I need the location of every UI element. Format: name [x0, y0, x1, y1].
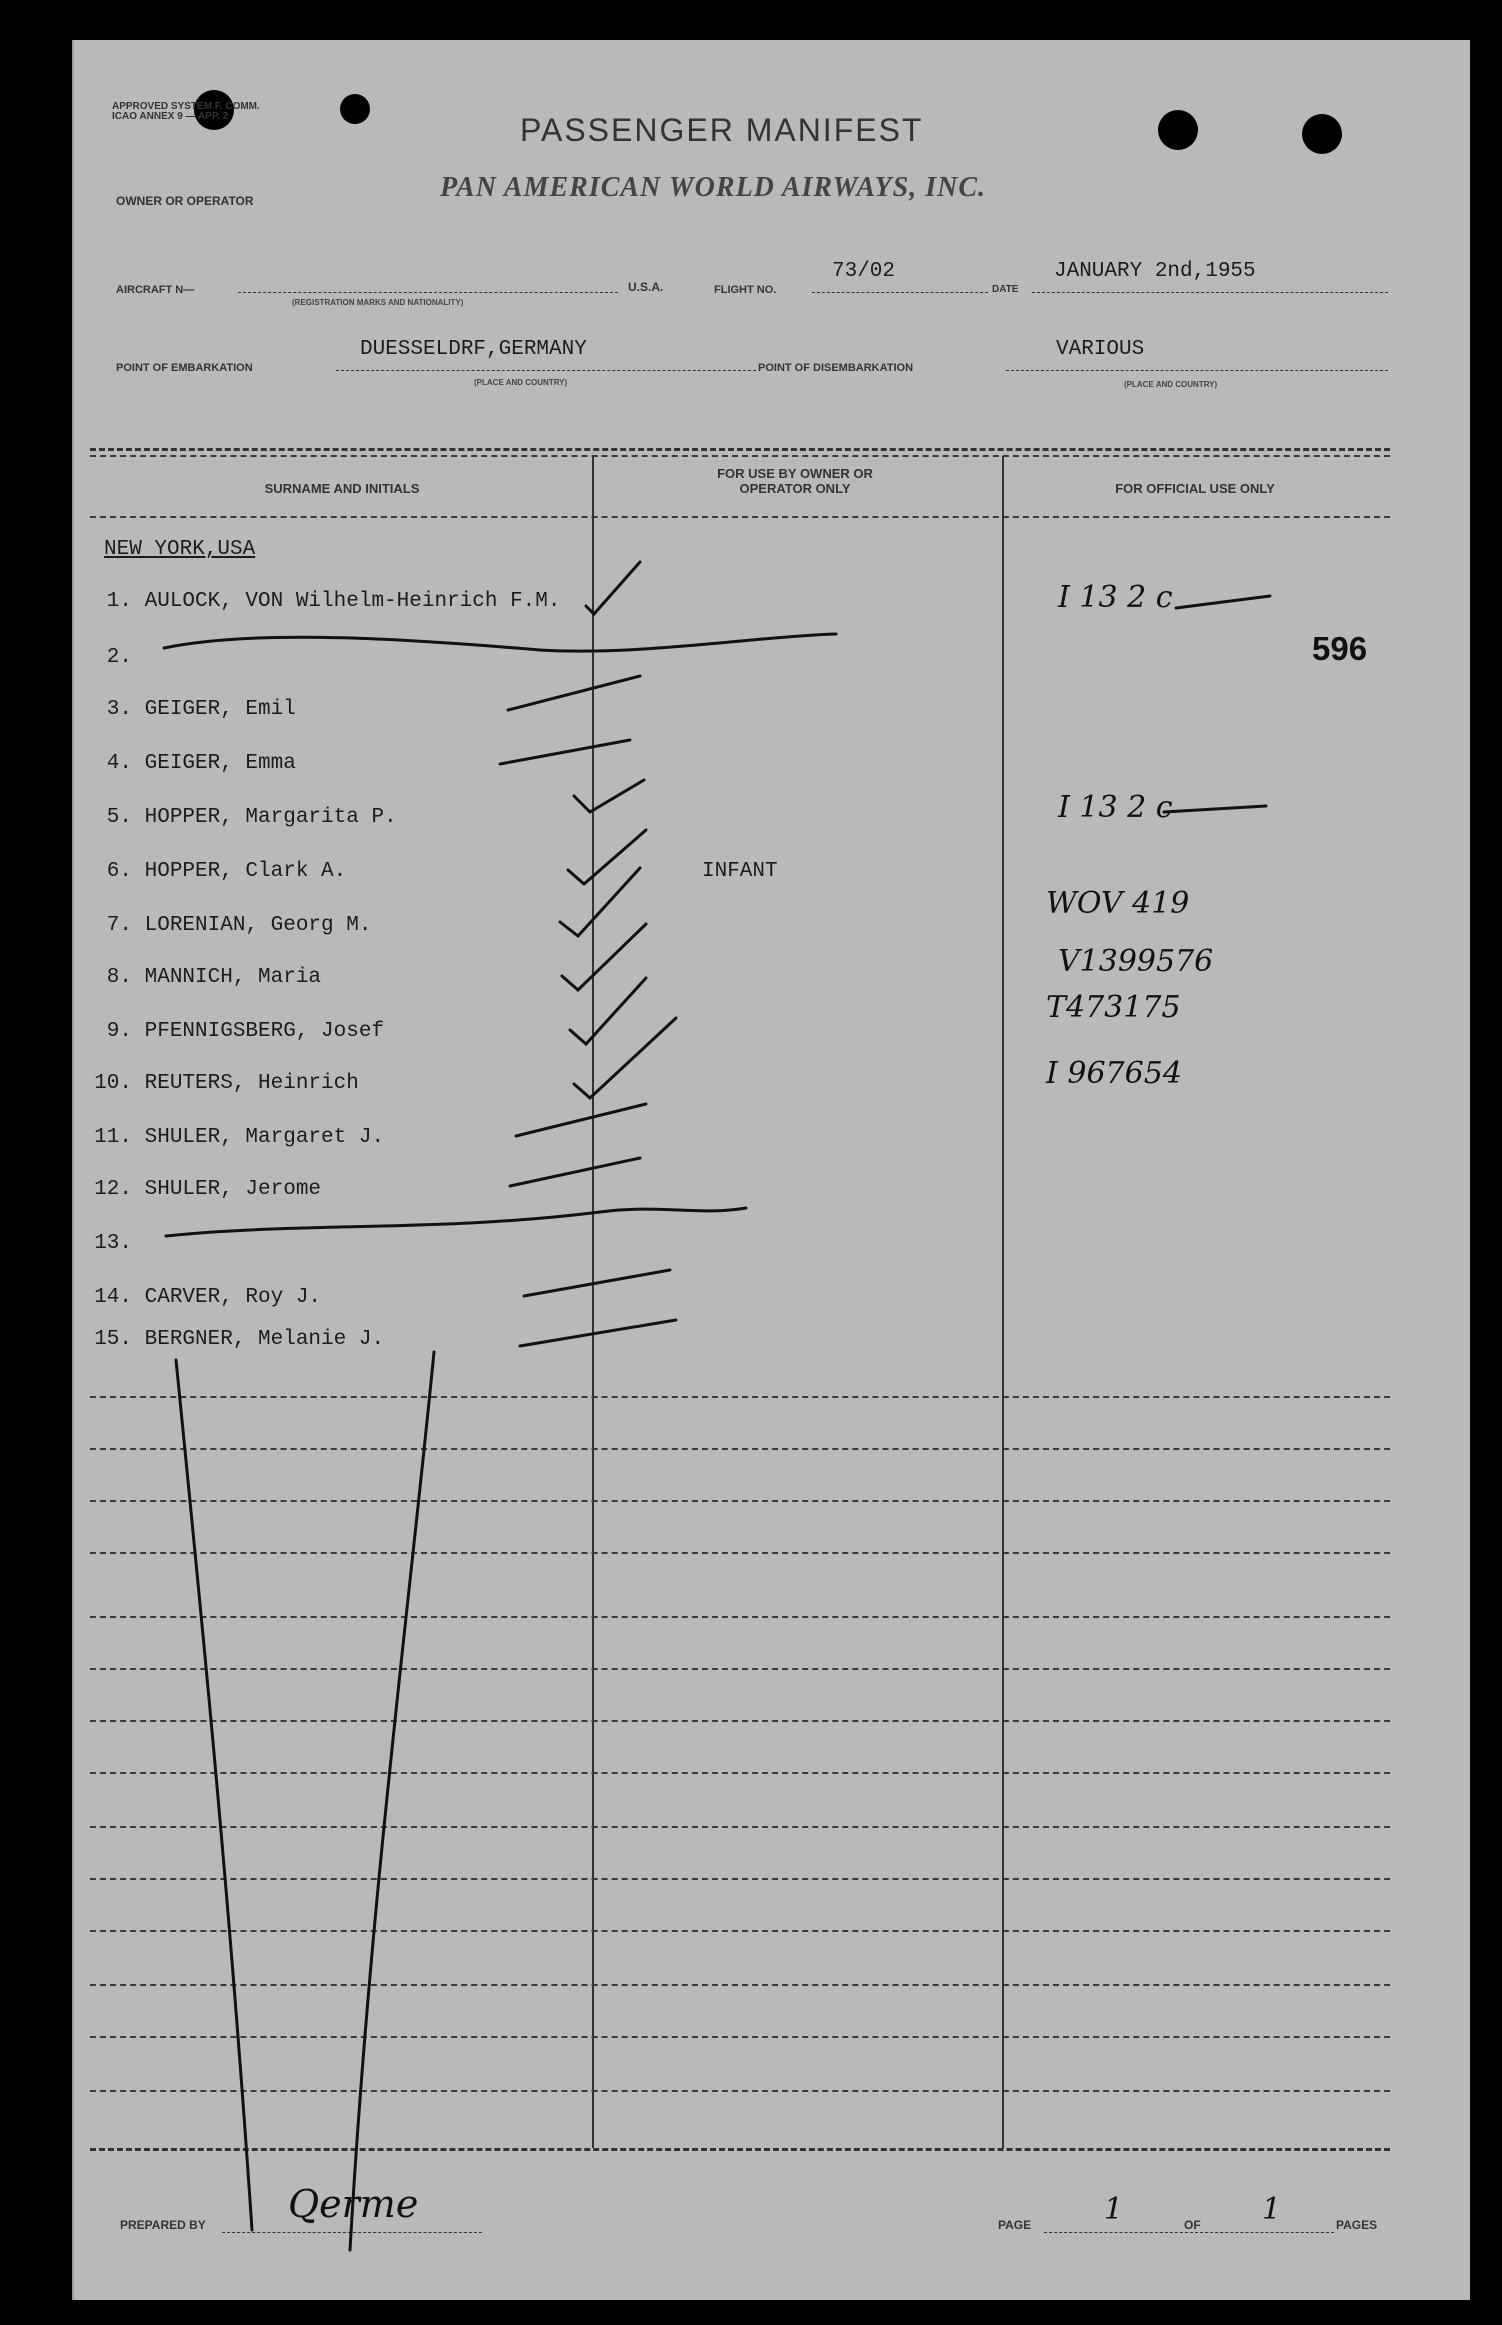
embarkation-label: POINT OF EMBARKATION [116, 362, 253, 374]
row-number: 2. [106, 646, 132, 669]
flight-date: JANUARY 2nd,1955 [1054, 260, 1256, 283]
form-title: PASSENGER MANIFEST [520, 112, 924, 148]
disembarkation-label: POINT OF DISEMBARKATION [758, 362, 914, 374]
embarkation-caption: (PLACE AND COUNTRY) [474, 378, 568, 387]
bracket-line-left [176, 1360, 252, 2230]
row-number: 1. [106, 590, 132, 613]
passenger-name: HOPPER, Clark A. [144, 860, 347, 883]
bracket-line-right [350, 1352, 434, 2250]
row-number: 11. [94, 1126, 132, 1149]
passenger-name: PFENNIGSBERG, Josef [144, 1020, 385, 1043]
official-note: I 967654 [1046, 1056, 1182, 1091]
row-number: 13. [94, 1232, 132, 1255]
check-mark [574, 1018, 676, 1098]
strike-row-13 [166, 1208, 746, 1236]
row-number: 15. [94, 1328, 132, 1351]
passenger-name: SHULER, Margaret J. [144, 1126, 385, 1149]
passenger-name: MANNICH, Maria [144, 966, 322, 989]
remark-infant: INFANT [702, 860, 778, 883]
dash-mark [510, 1158, 640, 1186]
official-underline [1164, 806, 1266, 812]
row-number: 7. [106, 914, 132, 937]
check-mark [560, 868, 640, 936]
check-mark [574, 780, 644, 812]
dash-mark [500, 740, 630, 764]
destination-heading: NEW YORK,USA [104, 538, 256, 561]
prepared-signature: Qerme [288, 2182, 419, 2226]
col-header-surname: SURNAME AND INITIALS [264, 481, 420, 496]
disembarkation-caption: (PLACE AND COUNTRY) [1124, 380, 1218, 389]
row-number: 5. [106, 806, 132, 829]
row-number: 6. [106, 860, 132, 883]
passenger-name: SHULER, Jerome [144, 1178, 322, 1201]
passenger-name: HOPPER, Margarita P. [144, 806, 397, 829]
row-number: 14. [94, 1286, 132, 1309]
page-label: PAGE [998, 2218, 1032, 2232]
row-number: 3. [106, 698, 132, 721]
passenger-name: LORENIAN, Georg M. [144, 914, 372, 937]
passenger-name: CARVER, Roy J. [144, 1286, 322, 1309]
row-number: 8. [106, 966, 132, 989]
page-total: 1 [1262, 2192, 1282, 2227]
check-mark [586, 562, 640, 614]
passenger-name: BERGNER, Melanie J. [144, 1328, 385, 1351]
passenger-name: AULOCK, VON Wilhelm-Heinrich F.M. [144, 590, 561, 613]
embarkation-value: DUESSELDRF,GERMANY [360, 338, 587, 361]
flight-label: FLIGHT NO. [714, 284, 777, 296]
dash-mark [516, 1104, 646, 1136]
registration-caption: (REGISTRATION MARKS AND NATIONALITY) [292, 298, 464, 307]
owner-label: OWNER OR OPERATOR [116, 194, 254, 208]
row-number: 10. [94, 1072, 132, 1095]
date-label: DATE [992, 284, 1019, 295]
usa-label: U.S.A. [628, 280, 664, 294]
passenger-name: GEIGER, Emil [144, 698, 296, 721]
official-note: I 13 2 c [1058, 790, 1173, 825]
airline-name: PAN AMERICAN WORLD AIRWAYS, INC. [440, 172, 987, 203]
row-number: 4. [106, 752, 132, 775]
official-note: WOV 419 [1046, 886, 1190, 921]
page-number: 1 [1104, 2192, 1124, 2227]
dash-mark [524, 1270, 670, 1296]
of-label: OF [1184, 2218, 1201, 2232]
official-note: V1399576 [1058, 944, 1214, 979]
pages-label: PAGES [1336, 2218, 1378, 2232]
dash-mark [508, 676, 640, 710]
passenger-name: REUTERS, Heinrich [144, 1072, 359, 1095]
disembarkation-value: VARIOUS [1056, 338, 1145, 361]
aircraft-label: AIRCRAFT N— [116, 284, 195, 296]
official-note: T473175 [1046, 990, 1181, 1025]
official-note: I 13 2 c [1058, 580, 1173, 615]
row-number: 12. [94, 1178, 132, 1201]
dash-mark [520, 1320, 676, 1346]
col-header-owner: FOR USE BY OWNER OR OPERATOR ONLY [717, 466, 873, 496]
approval-note: APPROVED SYSTEM F. COMM. ICAO ANNEX 9 — APP. 2 [112, 101, 260, 122]
official-underline [1176, 596, 1270, 608]
strike-row-2 [164, 634, 836, 651]
prepared-by-label: PREPARED BY [120, 2218, 206, 2232]
row-number: 9. [106, 1020, 132, 1043]
col-header-official: FOR OFFICIAL USE ONLY [1115, 481, 1275, 496]
passenger-name: GEIGER, Emma [144, 752, 296, 775]
flight-number: 73/02 [832, 260, 896, 283]
stamp-number: 596 [1312, 630, 1368, 667]
